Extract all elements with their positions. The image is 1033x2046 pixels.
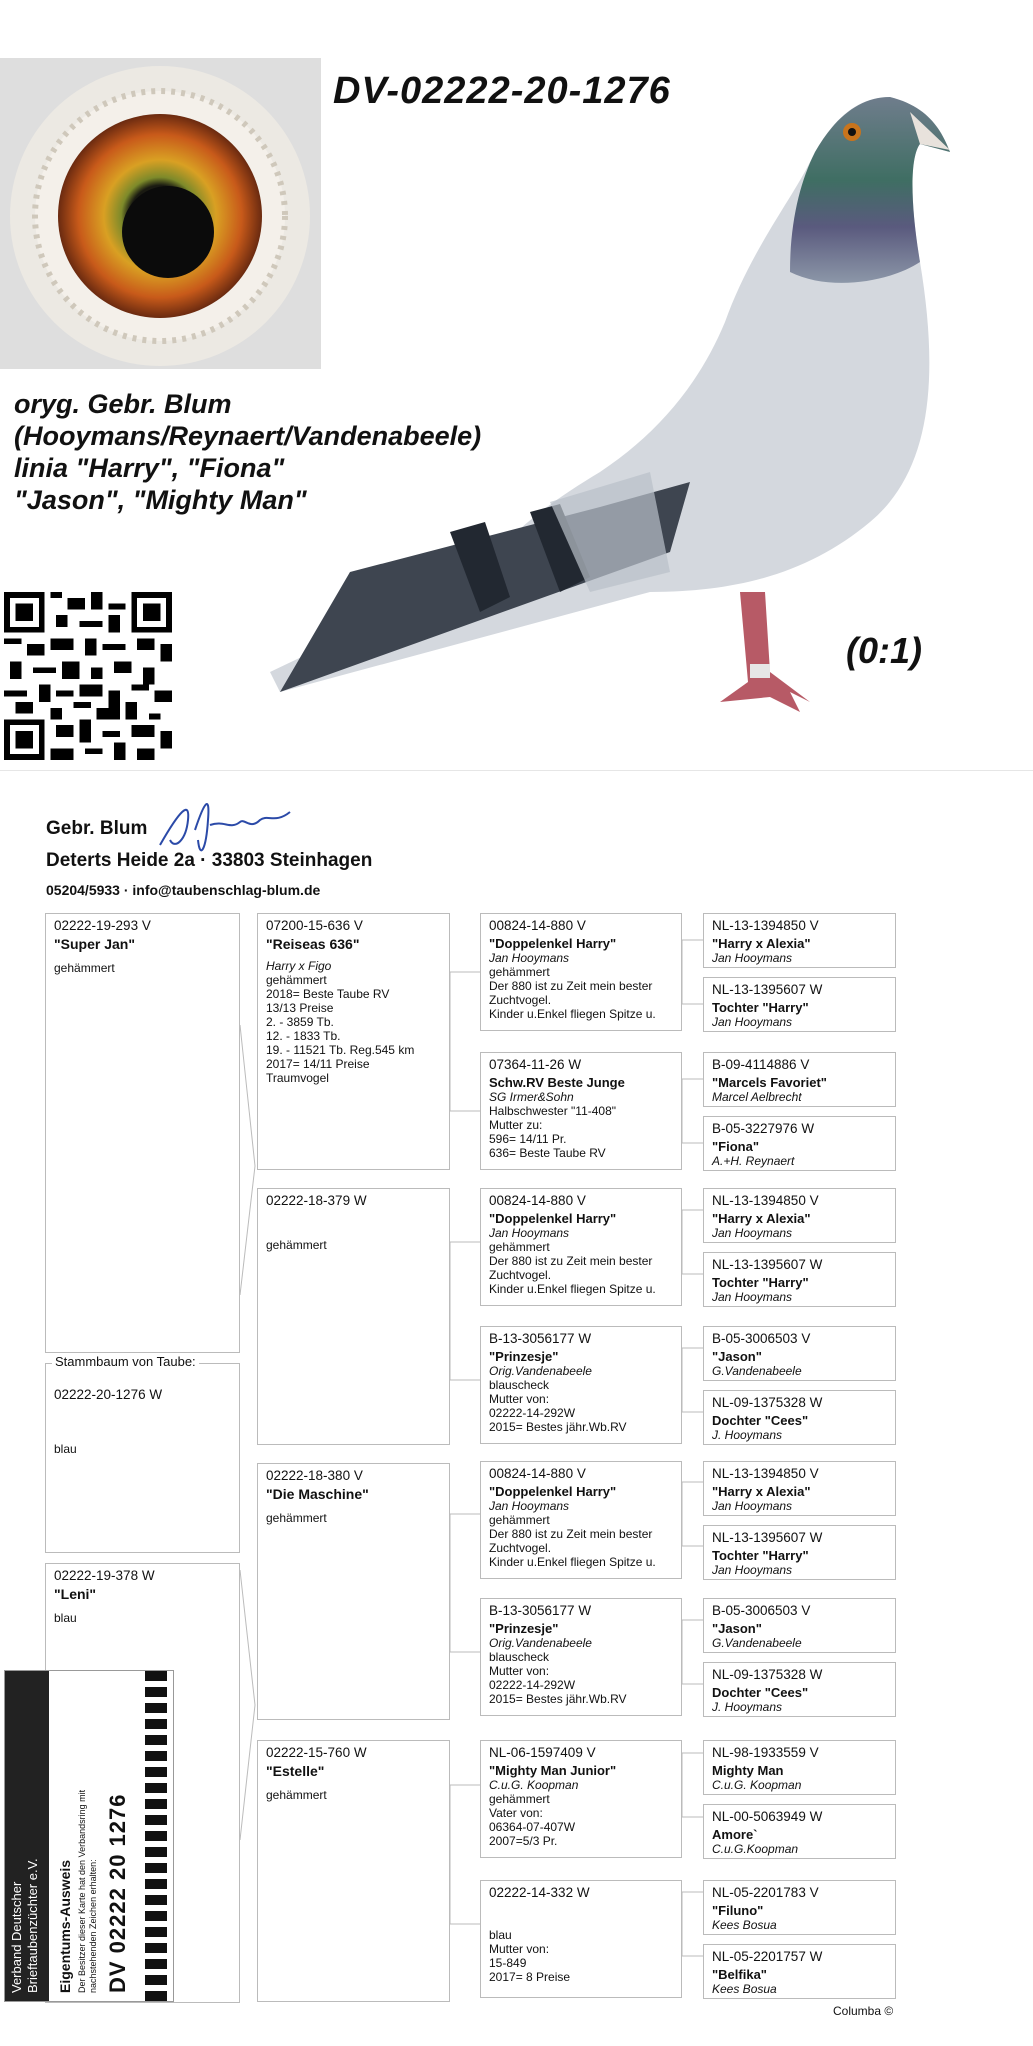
g4-box[interactable] [703,1326,896,1381]
ring-number: NL-13-1394850 V [712,1193,819,1208]
pigeon-note: gehämmert [266,1511,327,1525]
ring-number: NL-06-1597409 V [489,1745,596,1760]
credit-text: Columba © [833,2004,894,2018]
pigeon-subtitle: A.+H. Reynaert [712,1154,795,1168]
pigeon-note: Halbschwester "11-408" Mutter zu: 596= 14/11 Pr. 636= Beste Taube RV [489,1104,617,1160]
pigeon-name: "Jason" [712,1621,762,1636]
g4-box[interactable] [703,1188,896,1243]
ring-number: B-13-3056177 W [489,1603,592,1618]
pigeon-name: "Doppelenkel Harry" [489,1484,617,1499]
pigeon-subtitle: C.u.G.Koopman [712,1842,799,1856]
card-org-line: Verband Deutscher [9,1881,24,1993]
card-text: Der Besitzer dieser Karte hat den Verbandsring mit nachstehenden Zeichen erhalten: [77,1789,98,1993]
ring-number: 02222-18-379 W [266,1193,367,1208]
pigeon-subtitle: Jan Hooymans [712,1015,793,1029]
pigeon-note: gehämmert Der 880 ist zu Zeit mein bester Zuchtvogel. Kinder u.Enkel fliegen Spitze u. [489,1513,656,1569]
pigeon-name: "Harry x Alexia" [712,936,811,951]
pigeon-name: Dochter "Cees" [712,1413,809,1428]
g4-box[interactable] [703,1740,896,1795]
pigeon-subtitle: Orig.Vandenabeele [489,1364,592,1378]
ring-number: NL-05-2201757 W [712,1949,823,1964]
pigeon-name: "Filuno" [712,1903,764,1918]
ring-number: NL-05-2201783 V [712,1885,819,1900]
breeder-address: Deterts Heide 2a · 33803 Steinhagen [46,850,373,871]
pigeon-note: gehämmert [266,1788,327,1802]
ring-number: 02222-19-378 W [54,1568,155,1583]
card-stripe [145,1671,167,2001]
pigeon-subtitle: Kees Bosua [712,1918,777,1932]
ring-number: NL-13-1395607 W [712,1257,823,1272]
pigeon-name: "Mighty Man Junior" [489,1763,617,1778]
ring-number: NL-00-5063949 W [712,1809,823,1824]
pigeon-note: blau [54,1442,77,1456]
ring-number: NL-13-1395607 W [712,982,823,997]
pigeon-name: "Belfika" [712,1967,767,1982]
pigeon-name: "Estelle" [266,1763,325,1779]
great-grandparent-box[interactable] [480,1740,682,1858]
pigeon-subtitle: Jan Hooymans [712,1290,793,1304]
pigeon-note: gehämmert Der 880 ist zu Zeit mein bester Zuchtvogel. Kinder u.Enkel fliegen Spitze u. [489,965,656,1021]
g4-box[interactable] [703,1052,896,1107]
breeder-contact[interactable]: 05204/5933 · info@taubenschlag-blum.de [46,882,321,898]
pigeon-subtitle: J. Hooymans [712,1700,783,1714]
pigeon-note: gehämmert [266,1238,327,1252]
pigeon-subtitle: Orig.Vandenabeele [489,1636,592,1650]
pigeon-name: "Harry x Alexia" [712,1211,811,1226]
g4-box[interactable] [703,1116,896,1171]
ring-number: 02222-20-1276 W [54,1387,163,1402]
pigeon-note: blau [54,1611,77,1625]
great-grandparent-box[interactable] [480,1880,682,1998]
pigeon-note: gehämmert Der 880 ist zu Zeit mein bester Zuchtvogel. Kinder u.Enkel fliegen Spitze u. [489,1240,656,1296]
ring-number: B-13-3056177 W [489,1331,592,1346]
ring-number: NL-13-1394850 V [712,1466,819,1481]
ring-number: B-05-3227976 W [712,1121,815,1136]
pigeon-name: "Die Maschine" [266,1486,369,1502]
pigeon-subtitle: Jan Hooymans [489,1499,570,1513]
g4-box[interactable] [703,1390,896,1445]
breeder-name: Gebr. Blum [46,818,148,839]
g4-box[interactable] [703,1252,896,1307]
ring-number: NL-98-1933559 V [712,1745,819,1760]
g4-box[interactable] [703,1880,896,1935]
g4-box[interactable] [703,977,896,1032]
pigeon-note: blau Mutter von: 15-849 2017= 8 Preise [489,1928,571,1984]
pigeon-subtitle: G.Vandenabeele [712,1364,802,1378]
pigeon-name: Mighty Man [712,1763,784,1778]
ring-title: DV-02222-20-1276 [333,70,671,112]
ring-number: NL-09-1375328 W [712,1667,823,1682]
ring-number: NL-09-1375328 W [712,1395,823,1410]
pigeon-name: "Fiona" [712,1139,759,1154]
pigeon-name: Tochter "Harry" [712,1548,809,1563]
pigeon-name: "Jason" [712,1349,762,1364]
pigeon-subtitle: Jan Hooymans [712,1563,793,1577]
ownership-card [4,1670,174,2002]
ring-number: 02222-18-380 V [266,1468,363,1483]
pigeon-subtitle: Jan Hooymans [712,1226,793,1240]
pigeon-subtitle: Kees Bosua [712,1982,777,1996]
pigeon-subtitle: SG Irmer&Sohn [489,1090,574,1104]
pigeon-subtitle: Jan Hooymans [712,951,793,965]
great-grandparent-box[interactable] [480,913,682,1031]
card-org-line: Brieftaubenzüchter e.V. [25,1858,40,1993]
ring-number: 02222-15-760 W [266,1745,367,1760]
pigeon-note: gehämmert Vater von: 06364-07-407W 2007=5/3 Pr. [489,1792,576,1848]
ring-number: 02222-14-332 W [489,1885,590,1900]
g4-box[interactable] [703,1804,896,1859]
ring-number: 07364-11-26 W [489,1057,582,1072]
pigeon-name: "Prinzesje" [489,1621,559,1636]
great-grandparent-box[interactable] [480,1052,682,1170]
subject-box[interactable] [45,1363,240,1553]
pigeon-name: "Harry x Alexia" [712,1484,811,1499]
ring-number: B-05-3006503 V [712,1331,811,1346]
g4-box[interactable] [703,1598,896,1653]
pigeon-note: gehämmert [54,961,115,975]
parent-sire-box[interactable] [45,913,240,1353]
grandparent-box[interactable] [257,1188,450,1445]
pigeon-name: Amore` [712,1827,758,1842]
pigeon-note: blauscheck Mutter von: 02222-14-292W 2015= Bestes jähr.Wb.RV [489,1650,627,1706]
pigeon-note: blauscheck Mutter von: 02222-14-292W 2015= Bestes jähr.Wb.RV [489,1378,627,1434]
pigeon-name: "Doppelenkel Harry" [489,936,617,951]
ring-number: 02222-19-293 V [54,918,151,933]
ring-number: NL-13-1394850 V [712,918,819,933]
pigeon-name: "Reiseas 636" [266,936,360,952]
g4-box[interactable] [703,1944,896,1999]
ring-number: 00824-14-880 V [489,1466,586,1481]
card-rotated [5,1671,173,2001]
pigeon-subtitle: Jan Hooymans [489,951,570,965]
g4-box[interactable] [703,1662,896,1717]
pigeon-name: Tochter "Harry" [712,1275,809,1290]
origin-line: oryg. Gebr. Blum [14,389,232,419]
great-grandparent-box[interactable] [480,1461,682,1579]
origin-line: linia "Harry", "Fiona" [14,453,285,483]
ratio-label: (0:1) [846,630,923,671]
pigeon-name: "Marcels Favoriet" [712,1075,827,1090]
pigeon-name: Tochter "Harry" [712,1000,809,1015]
great-grandparent-box[interactable] [480,1188,682,1306]
pigeon-subtitle: G.Vandenabeele [712,1636,802,1650]
ring-number: 07200-15-636 V [266,918,363,933]
pigeon-name: "Super Jan" [54,936,135,952]
grandparent-box[interactable] [257,1740,450,2002]
g4-box[interactable] [703,1525,896,1580]
pigeon-name: "Leni" [54,1586,97,1602]
g4-box[interactable] [703,913,896,968]
pigeon-subtitle: Jan Hooymans [712,1499,793,1513]
pigeon-name: "Doppelenkel Harry" [489,1211,617,1226]
pigeon-name: Dochter "Cees" [712,1685,809,1700]
ring-number: NL-13-1395607 W [712,1530,823,1545]
pedigree-label: Stammbaum von Taube: [52,1354,199,1369]
grandparent-box[interactable] [257,1463,450,1720]
pigeon-subtitle: C.u.G. Koopman [712,1778,802,1792]
pigeon-name: "Prinzesje" [489,1349,559,1364]
pigeon-note: gehämmert 2018= Beste Taube RV 13/13 Preise 2. - 3859 Tb. 12. - 1833 Tb. 19. - 11521 Tb. Reg.545 km 2017= 14/11 Preise Traumvogel [266,973,415,1085]
pigeon-subtitle: Marcel Aelbrecht [712,1090,802,1104]
ring-number: 00824-14-880 V [489,1193,586,1208]
g4-box[interactable] [703,1461,896,1516]
great-grandparent-box[interactable] [480,1326,682,1444]
origin-line: "Jason", "Mighty Man" [14,485,307,515]
origin-line: (Hooymans/Reynaert/Vandenabeele) [14,421,482,451]
card-brand-band [5,1671,49,2001]
ring-number: 00824-14-880 V [489,918,586,933]
great-grandparent-box[interactable] [480,1598,682,1716]
grandparent-box[interactable] [257,913,450,1170]
pigeon-subtitle: J. Hooymans [712,1428,783,1442]
card-ring-number: DV 02222 20 1276 [105,1793,130,1993]
pigeon-subtitle: Harry x Figo [266,959,332,973]
pigeon-subtitle: Jan Hooymans [489,1226,570,1240]
ring-number: B-05-3006503 V [712,1603,811,1618]
pigeon-subtitle: C.u.G. Koopman [489,1778,579,1792]
card-title: Eigentums-Ausweis [57,1859,73,1993]
pigeon-name: Schw.RV Beste Junge [489,1075,625,1090]
ring-number: B-09-4114886 V [712,1057,810,1072]
